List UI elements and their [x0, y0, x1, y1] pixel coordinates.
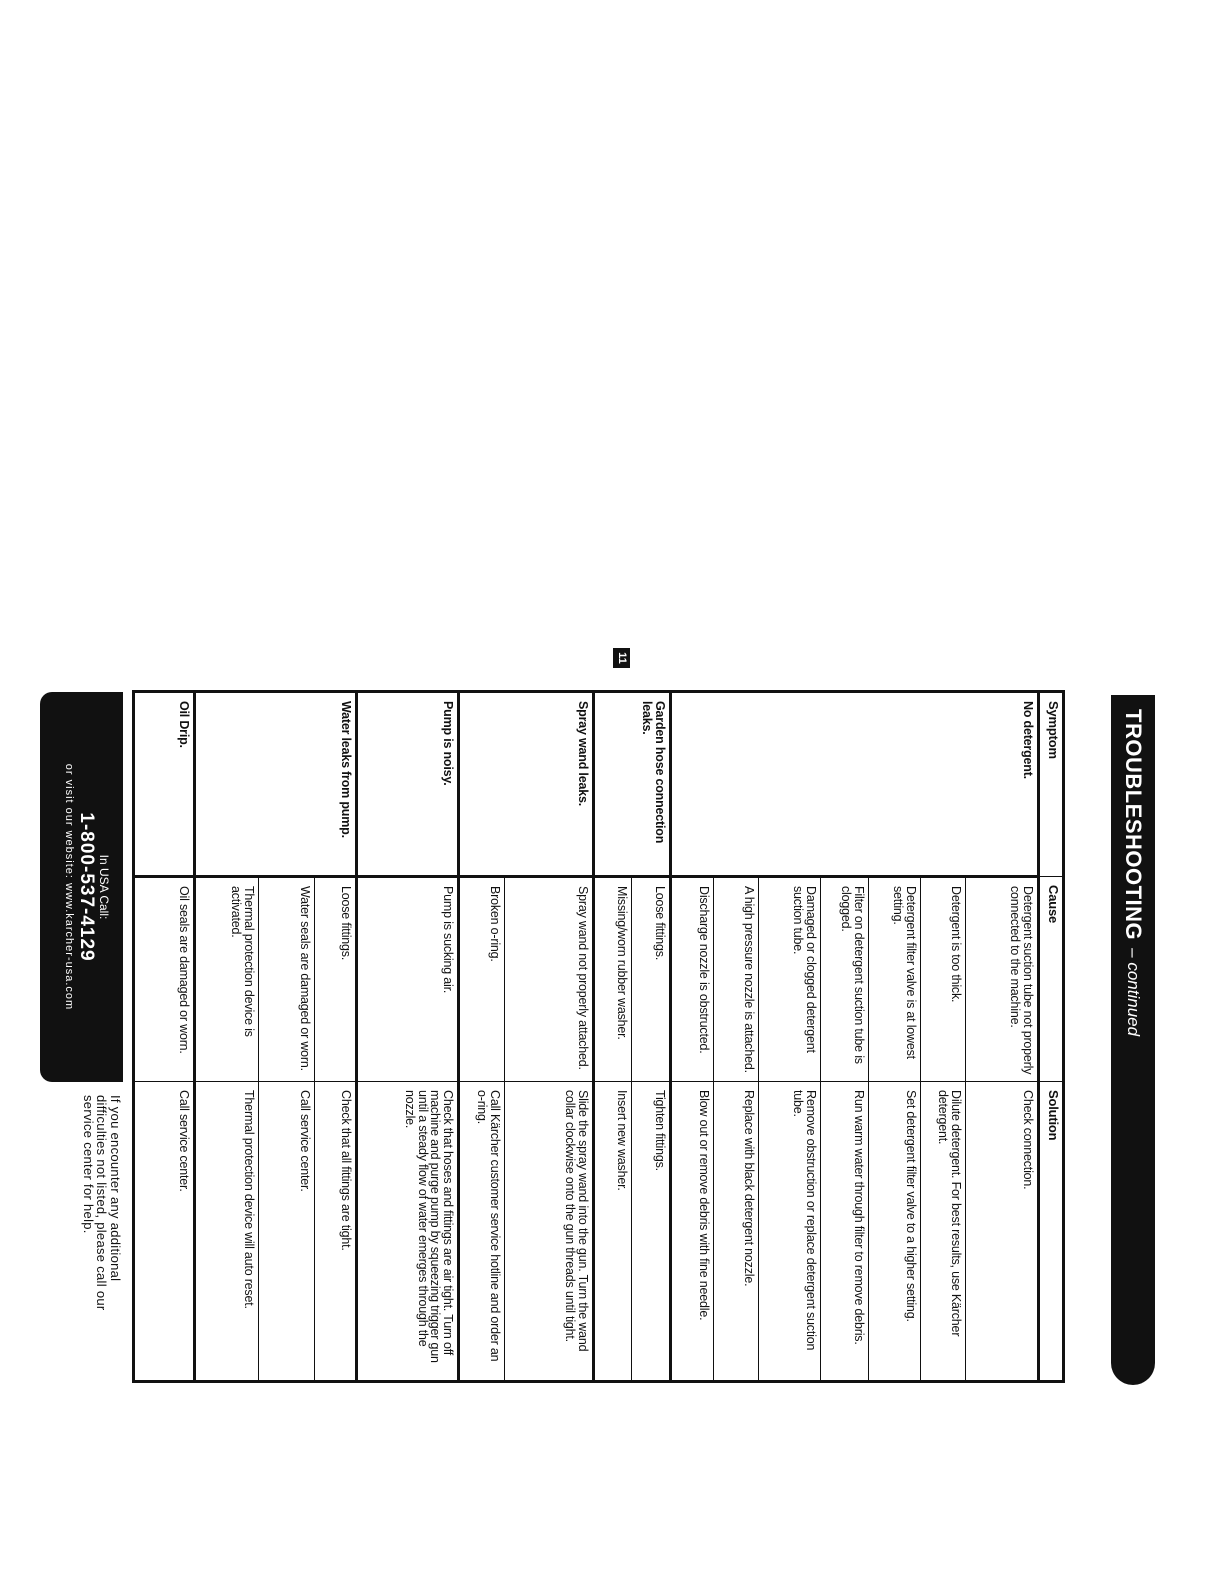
page-title: TROUBLESHOOTING [1121, 709, 1146, 941]
symptom-cell: No detergent. [671, 692, 1039, 877]
solution-cell: Insert new washer. [594, 1082, 632, 1382]
cause-cell: Loose fittings. [632, 877, 671, 1082]
header-symptom: Symptom [1039, 692, 1064, 877]
cause-cell: Oil seals are damaged or worn. [134, 877, 195, 1082]
table-row [632, 692, 671, 1382]
cause-cell: Pump is sucking air. [357, 877, 459, 1082]
solution-cell: Run warm water through filter to remove debris. [821, 1082, 869, 1382]
cause-cell: Missing/worn rubber washer. [594, 877, 632, 1082]
cause-cell: Spray wand not properly attached. [505, 877, 594, 1082]
cause-cell: Water seals are damaged or worn. [259, 877, 315, 1082]
title-bar [1111, 695, 1155, 1385]
solution-cell: Call service center. [134, 1082, 195, 1382]
table-row [134, 692, 195, 1382]
page-number: 11 [613, 648, 630, 668]
solution-cell: Check connection. [966, 1082, 1039, 1382]
troubleshooting-table [132, 690, 1065, 1383]
cause-cell: Detergent filter valve is at lowest setting. [869, 877, 921, 1082]
table-row [357, 692, 459, 1382]
website-line: or visit our website: www.karcher-usa.com [63, 763, 75, 1011]
symptom-cell: Pump is noisy. [357, 692, 459, 877]
solution-cell: Blow out or remove debris with fine needle. [671, 1082, 714, 1382]
header-cause: Cause [1039, 877, 1064, 1082]
cause-cell: A high pressure nozzle is attached. [714, 877, 759, 1082]
solution-cell: Dilute detergent. For best results, use Kärcher detergent. [921, 1082, 966, 1382]
contact-box [40, 692, 123, 1082]
table-row [505, 692, 594, 1382]
table-row [315, 692, 357, 1382]
cause-cell: Damaged or clogged detergent suction tube. [759, 877, 821, 1082]
cause-cell: Discharge nozzle is obstructed. [671, 877, 714, 1082]
solution-cell: Call Kärcher customer service hotline and order an o-ring. [459, 1082, 505, 1382]
solution-cell: Set detergent filter valve to a higher setting. [869, 1082, 921, 1382]
header-solution: Solution [1039, 1082, 1064, 1382]
symptom-cell: Spray wand leaks. [459, 692, 594, 877]
solution-cell: Tighten fittings. [632, 1082, 671, 1382]
solution-cell: Remove obstruction or replace detergent suction tube. [759, 1082, 821, 1382]
cause-cell: Detergent suction tube not properly connected to the machine. [966, 877, 1039, 1082]
rotated-page [40, 652, 1155, 1390]
cause-cell: Loose fittings. [315, 877, 357, 1082]
symptom-cell: Garden hose connection leaks. [594, 692, 671, 877]
solution-cell: Thermal protection device will auto reset. [195, 1082, 259, 1382]
help-note: If you encounter any additional difficulties not listed, please call our service center for help. [81, 1095, 123, 1311]
cause-cell: Broken o-ring. [459, 877, 505, 1082]
table-row [966, 692, 1039, 1382]
solution-cell: Check that hoses and fittings are air tight. Turn off machine and purge pump by squeezing trigger gun until a steady flow of water emerges through the nozzle. [357, 1082, 459, 1382]
symptom-cell: Water leaks from pump. [195, 692, 357, 877]
cause-cell: Filter on detergent suction tube is clogged. [821, 877, 869, 1082]
solution-cell: Slide the spray wand into the gun. Turn the wand collar clockwise onto the gun threads until tight. [505, 1082, 594, 1382]
page-subtitle: – continued [1124, 948, 1143, 1037]
call-label: In USA Call: [97, 854, 111, 920]
symptom-cell: Oil Drip. [134, 692, 195, 877]
solution-cell: Replace with black detergent nozzle. [714, 1082, 759, 1382]
cause-cell: Thermal protection device is activated. [195, 877, 259, 1082]
solution-cell: Check that all fittings are tight. [315, 1082, 357, 1382]
cause-cell: Detergent is too thick. [921, 877, 966, 1082]
phone-number: 1-800-537-4129 [76, 812, 97, 962]
table-header [1039, 692, 1064, 1382]
solution-cell: Call service center. [259, 1082, 315, 1382]
